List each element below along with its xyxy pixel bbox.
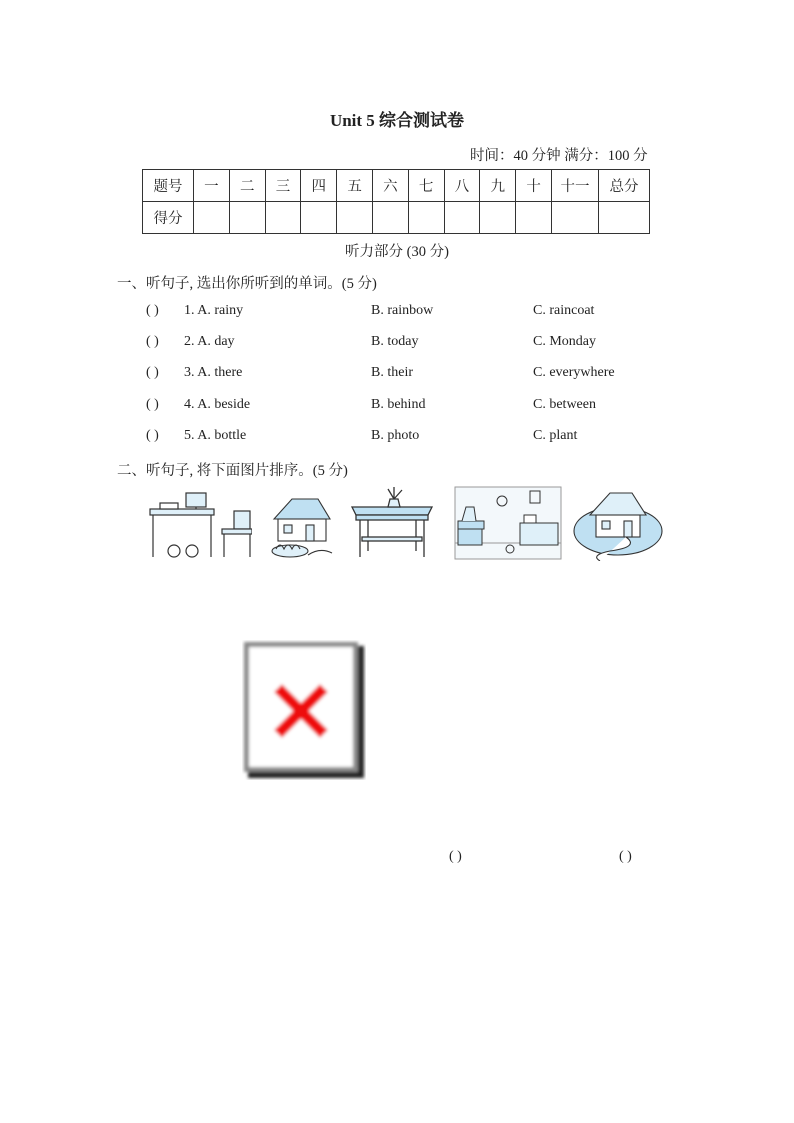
question-row (146, 303, 706, 323)
option-b: B. their (371, 365, 413, 380)
score-cell[interactable] (265, 202, 301, 234)
score-cell[interactable] (229, 202, 265, 234)
header-cell: 五 (337, 170, 373, 202)
score-cell[interactable] (408, 202, 444, 234)
score-cell[interactable] (301, 202, 337, 234)
header-cell: 二 (229, 170, 265, 202)
header-cell: 四 (301, 170, 337, 202)
option-b: B. photo (371, 428, 420, 443)
score-cell[interactable] (599, 202, 650, 234)
header-cell: 总分 (599, 170, 650, 202)
header-cell: 八 (444, 170, 480, 202)
option-b: B. rainbow (371, 303, 434, 318)
header-cell: 七 (408, 170, 444, 202)
header-cell: 三 (265, 170, 301, 202)
answer-paren[interactable]: ( ) (146, 397, 159, 412)
score-cell[interactable] (194, 202, 230, 234)
answer-paren[interactable]: ( ) (146, 334, 159, 349)
header-cell: 六 (372, 170, 408, 202)
score-cell[interactable] (480, 202, 516, 234)
question-row (146, 397, 706, 417)
answer-paren[interactable]: ( ) (146, 365, 159, 380)
header-cell: 一 (194, 170, 230, 202)
option-c: C. raincoat (533, 303, 595, 318)
score-table (142, 169, 650, 234)
option-a: 3. A. there (184, 365, 243, 380)
option-c: C. between (533, 397, 596, 412)
header-cell: 九 (480, 170, 516, 202)
option-a: 5. A. bottle (184, 428, 247, 443)
section1-title: 一、听句子, 选出你所听到的单词。(5 分) (117, 276, 377, 292)
score-table-header-row (143, 170, 650, 202)
option-c: C. everywhere (533, 365, 615, 380)
option-a: 4. A. beside (184, 397, 251, 412)
option-a: 2. A. day (184, 334, 235, 349)
header-cell: 十一 (552, 170, 599, 202)
desk-computer-picture (146, 485, 252, 561)
header-cell: 十 (516, 170, 552, 202)
question-row (146, 334, 706, 354)
option-c: C. plant (533, 428, 578, 443)
score-cell[interactable] (372, 202, 408, 234)
score-cell[interactable] (444, 202, 480, 234)
answer-blank[interactable]: ( ) (449, 849, 462, 864)
answer-paren[interactable]: ( ) (146, 428, 159, 443)
score-table-score-row (143, 202, 650, 234)
page-title: Unit 5 综合测试卷 (329, 111, 465, 130)
broken-image-placeholder (242, 640, 366, 780)
score-cell[interactable] (516, 202, 552, 234)
house-path-picture (570, 485, 666, 561)
score-cell[interactable] (337, 202, 373, 234)
question-row (146, 365, 706, 385)
option-c: C. Monday (533, 334, 596, 349)
table-plant-picture (348, 485, 436, 561)
house-garden-picture (268, 485, 334, 561)
question-row (146, 428, 706, 448)
section2-title: 二、听句子, 将下面图片排序。(5 分) (117, 463, 348, 479)
listening-heading: 听力部分 (30 分) (345, 244, 449, 260)
row-label-cell: 得分 (143, 202, 194, 234)
option-a: 1. A. rainy (184, 303, 244, 318)
option-b: B. behind (371, 397, 426, 412)
option-b: B. today (371, 334, 419, 349)
answer-blank[interactable]: ( ) (619, 849, 632, 864)
answer-paren[interactable]: ( ) (146, 303, 159, 318)
header-cell: 题号 (143, 170, 194, 202)
time-info: 时间：40 分钟 满分：100 分 (470, 148, 648, 164)
bedroom-picture (454, 485, 562, 561)
score-cell[interactable] (552, 202, 599, 234)
